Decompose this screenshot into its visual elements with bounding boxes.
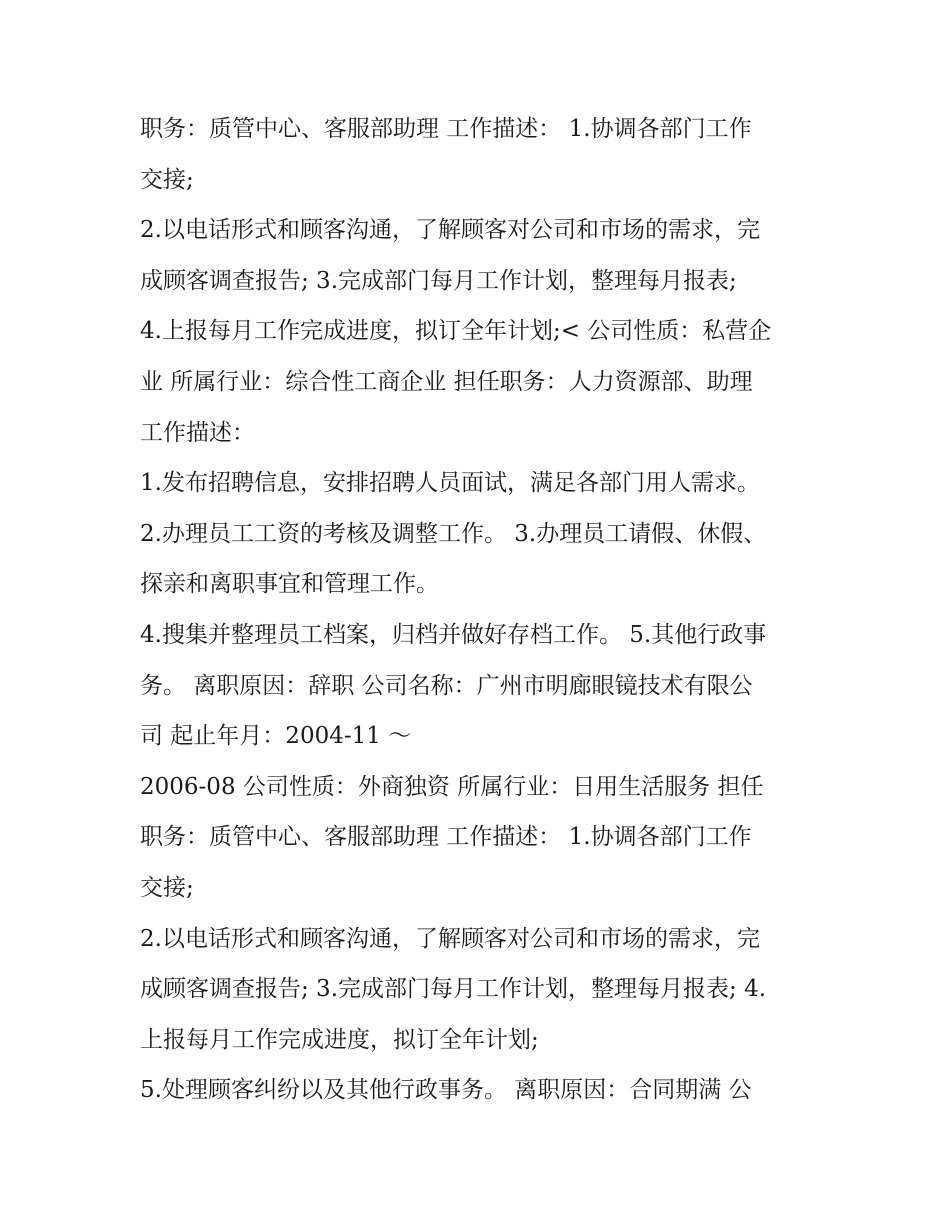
text-line: 4.搜集并整理员工档案，归档并做好存档工作。 5.其他行政事 xyxy=(140,621,767,648)
text-line: 1.发布招聘信息，安排招聘人员面试，满足各部门用人需求。 xyxy=(140,470,760,497)
text-line: 上报每月工作完成进度，拟订全年计划; xyxy=(140,1026,539,1053)
text-line: 2.以电话形式和顾客沟通，了解顾客对公司和市场的需求，完 xyxy=(140,925,760,952)
text-line: 成顾客调查报告; 3.完成部门每月工作计划，整理每月报表; 4. xyxy=(140,976,767,1003)
text-line: 2.以电话形式和顾客沟通，了解顾客对公司和市场的需求，完 xyxy=(140,217,760,244)
text-line: 探亲和离职事宜和管理工作。 xyxy=(140,571,439,598)
text-line: 职务：质管中心、客服部助理 工作描述： 1.协调各部门工作 xyxy=(140,116,752,142)
text-line: 5.处理顾客纠纷以及其他行政事务。 离职原因：合同期满 公 xyxy=(140,1077,752,1104)
text-line: 4.上报每月工作完成进度，拟订全年计划;< 公司性质：私营企 xyxy=(140,318,772,345)
document-body xyxy=(140,104,820,1116)
text-line: 成顾客调查报告; 3.完成部门每月工作计划，整理每月报表; xyxy=(140,267,737,294)
text-line: 务。 离职原因：辞职 公司名称：广州市明廊眼镜技术有限公 xyxy=(140,672,753,699)
text-line: 司 起止年月：2004-11 ～ xyxy=(140,723,412,750)
text-line: 交接; xyxy=(140,166,194,193)
text-line: 职务：质管中心、客服部助理 工作描述： 1.协调各部门工作 xyxy=(140,824,752,851)
text-line: 工作描述： xyxy=(140,419,255,446)
text-line: 2.办理员工工资的考核及调整工作。 3.办理员工请假、休假、 xyxy=(140,520,767,547)
text-line: 交接; xyxy=(140,874,194,901)
text-line: 业 所属行业：综合性工商企业 担任职务：人力资源部、助理 xyxy=(140,368,753,395)
text-line: 2006-08 公司性质：外商独资 所属行业：日用生活服务 担任 xyxy=(140,773,764,800)
